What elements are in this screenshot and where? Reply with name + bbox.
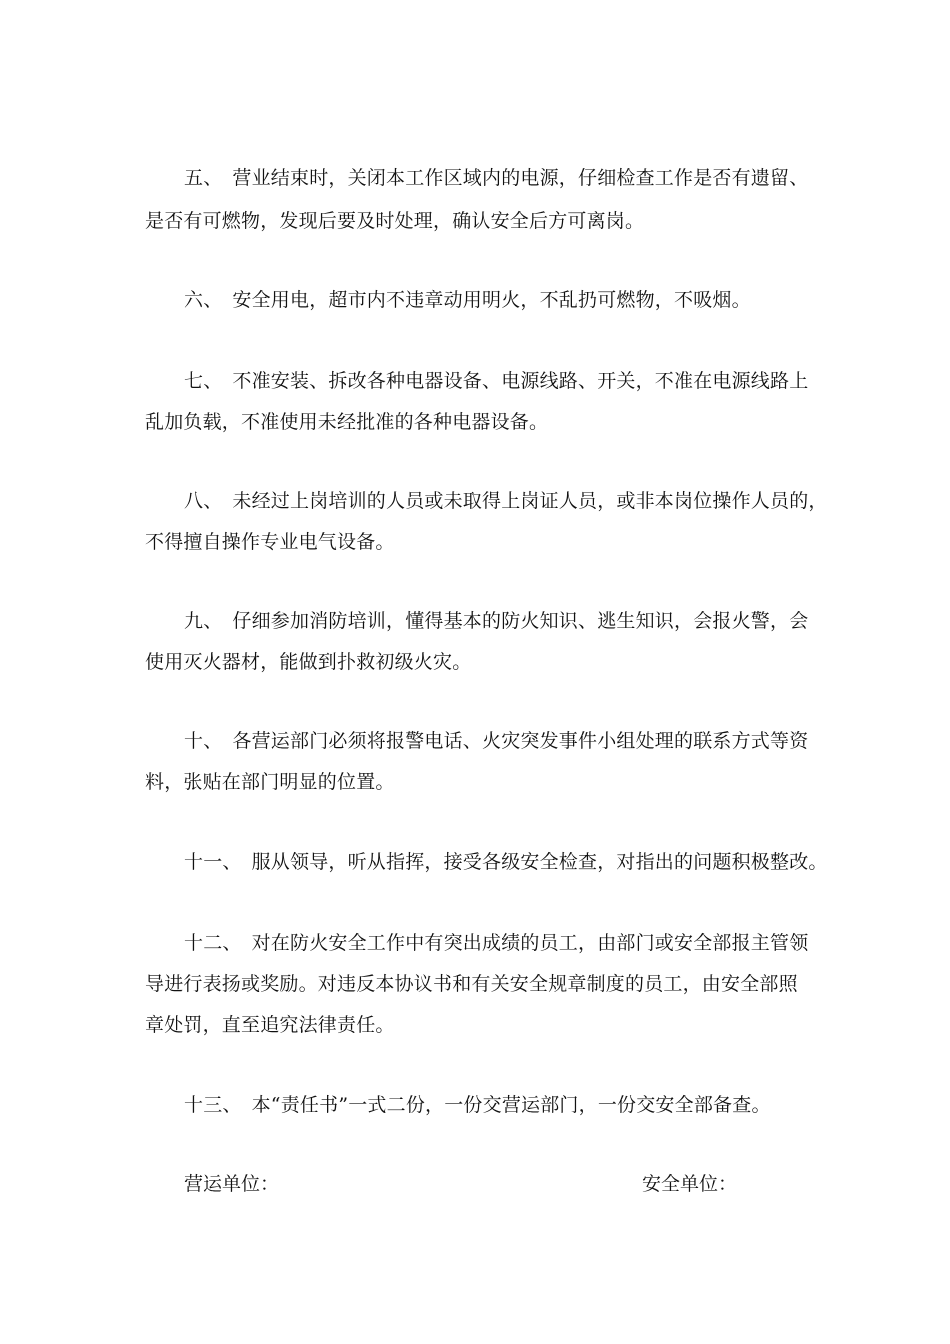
paragraph-number: 十二、 xyxy=(184,932,242,954)
paragraph-text-line: 不得擅自操作专业电气设备。 xyxy=(145,531,395,553)
paragraph-text-line: 乱加负载，不准使用未经批准的各种电器设备。 xyxy=(145,411,549,433)
paragraph-number: 十三、 xyxy=(184,1094,242,1116)
paragraph-text-line: 不准安装、拆改各种电器设备、电源线路、开关，不准在电源线路上 xyxy=(232,370,809,392)
paragraph-text-line: 使用灭火器材，能做到扑救初级火灾。 xyxy=(145,651,472,673)
security-unit-signature-label: 安全单位： xyxy=(642,1173,738,1195)
paragraph-number: 十、 xyxy=(184,730,223,752)
paragraph-number: 七、 xyxy=(184,370,223,392)
paragraph-text-line: 未经过上岗培训的人员或未取得上岗证人员，或非本岗位操作人员的， xyxy=(232,490,828,512)
paragraph-text-line: 是否有可燃物，发现后要及时处理，确认安全后方可离岗。 xyxy=(145,210,645,232)
paragraph-text-line: 章处罚，直至追究法律责任。 xyxy=(145,1014,395,1036)
paragraph-text-line: 各营运部门必须将报警电话、火灾突发事件小组处理的联系方式等资 xyxy=(232,730,809,752)
paragraph-text-line: 安全用电，超市内不违章动用明火，不乱扔可燃物，不吸烟。 xyxy=(232,289,751,311)
paragraph-number: 十一、 xyxy=(184,851,242,873)
paragraph-text-line: 服从领导，听从指挥，接受各级安全检查，对指出的问题积极整改。 xyxy=(251,851,828,873)
paragraph-text-line: 导进行表扬或奖励。对违反本协议书和有关安全规章制度的员工，由安全部照 xyxy=(145,973,798,995)
paragraph-text-line: 仔细参加消防培训，懂得基本的防火知识、逃生知识，会报火警，会 xyxy=(232,610,809,632)
paragraph-text-line: 营业结束时，关闭本工作区域内的电源，仔细检查工作是否有遗留、 xyxy=(232,167,809,189)
operating-unit-signature-label: 营运单位： xyxy=(184,1173,280,1195)
paragraph-text-line: 对在防火安全工作中有突出成绩的员工，由部门或安全部报主管领 xyxy=(251,932,809,954)
paragraph-text-line: 本“责任书”一式二份，一份交营运部门，一份交安全部备查。 xyxy=(251,1094,771,1116)
paragraph-number: 八、 xyxy=(184,490,223,512)
paragraph-number: 九、 xyxy=(184,610,223,632)
paragraph-text-line: 料，张贴在部门明显的位置。 xyxy=(145,771,395,793)
paragraph-number: 六、 xyxy=(184,289,223,311)
paragraph-number: 五、 xyxy=(184,167,223,189)
